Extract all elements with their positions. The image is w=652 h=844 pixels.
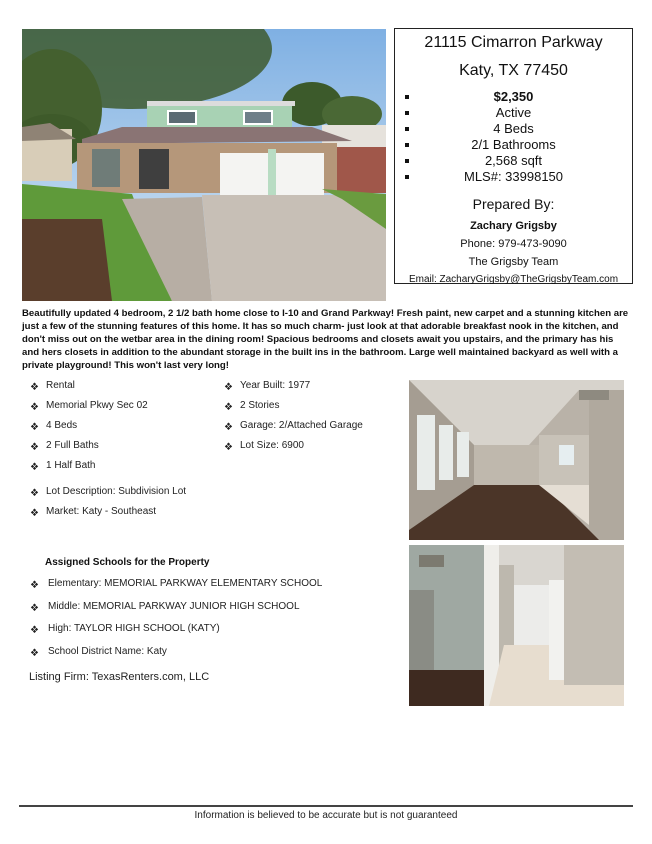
footer-divider [19,805,633,807]
agent-email: Email: ZacharyGrigsby@TheGrigsbyTeam.com [408,274,619,285]
feature-item [24,485,186,505]
lot-features-list [24,485,186,525]
four-diamond-bullet-icon: ❖ [30,462,39,473]
listing-facts-list [395,89,632,185]
address-line-2: Katy, TX 77450 [459,62,568,79]
schools-list [26,577,322,667]
four-diamond-bullet-icon: ❖ [224,422,233,433]
features-list-left [24,379,148,479]
four-diamond-bullet-icon: ❖ [30,442,39,453]
features-list-right [218,379,363,459]
fact-sqft-value: 2,568 sqft [484,153,543,168]
square-bullet-icon [405,143,409,147]
feature-text: Year Built: 1977 [240,380,311,391]
fact-mls [395,169,632,185]
feature-item [24,439,148,459]
school-item [26,600,322,623]
school-item [26,645,322,668]
address-line-1: 21115 Cimarron Parkway [424,34,603,51]
square-bullet-icon [405,127,409,131]
school-text: High: TAYLOR HIGH SCHOOL (KATY) [48,623,220,634]
feature-text: 1 Half Bath [46,460,96,471]
feature-text: Garage: 2/Attached Garage [240,420,363,431]
fact-mls-value: MLS#: 33998150 [463,169,564,184]
feature-text: Market: Katy - Southeast [46,506,157,517]
fact-price [395,89,632,105]
listing-summary-box [394,28,633,284]
fact-status [395,105,632,121]
four-diamond-bullet-icon: ❖ [30,508,39,519]
feature-item [218,439,363,459]
footer-disclaimer: Information is believed to be accurate but is not guaranteed [194,810,458,821]
fact-sqft [395,153,632,169]
four-diamond-bullet-icon: ❖ [30,488,39,499]
living-room-image [409,380,624,540]
feature-text: Lot Description: Subdivision Lot [46,486,187,497]
feature-text: 4 Beds [46,420,78,431]
four-diamond-bullet-icon: ❖ [30,402,39,413]
feature-item [24,379,148,399]
interior-photo-hallway [409,545,624,706]
listing-firm: Listing Firm: TexasRenters.com, LLC [29,671,210,683]
hero-exterior-photo [22,29,386,301]
square-bullet-icon [405,175,409,179]
school-text: Middle: MEMORIAL PARKWAY JUNIOR HIGH SCHOOL [48,600,300,612]
feature-text: 2 Full Baths [46,440,99,451]
agent-team: The Grigsby Team [468,256,559,268]
fact-status-value: Active [495,105,532,120]
house-exterior-image [22,29,386,301]
fact-baths-value: 2/1 Bathrooms [471,137,556,152]
four-diamond-bullet-icon: ❖ [224,402,233,413]
four-diamond-bullet-icon: ❖ [30,422,39,433]
feature-text: Lot Size: 6900 [240,440,304,451]
feature-item [24,399,148,419]
four-diamond-bullet-icon: ❖ [224,382,233,393]
feature-item [218,399,363,419]
agent-name: Zachary Grigsby [470,220,557,232]
feature-item [24,419,148,439]
feature-item [24,505,186,525]
property-description: Beautifully updated 4 bedroom, 2 1/2 bath home close to I-10 and Grand Parkway! Fresh paint, new carpet and a stunning kitchen are just a few of the stunning features of this home. It has so much charm- just look at that adorable breakfast nook in the kitchen, and don't miss out on the wetbar area in the dining room! Spacious bedrooms and closets await you upstairs, and the primary has his and hers closets in addition to the abundant storage in the built ins in the bathroom. Large well maintained backyard as well with a private playground! This won't last very long! [22,308,629,371]
fact-price-value: $2,350 [493,89,534,104]
hallway-image [409,545,624,706]
interior-photo-living-room [409,380,624,540]
square-bullet-icon [405,159,409,163]
four-diamond-bullet-icon: ❖ [30,625,39,636]
four-diamond-bullet-icon: ❖ [30,580,39,591]
feature-text: 2 Stories [240,400,280,411]
four-diamond-bullet-icon: ❖ [30,647,39,659]
square-bullet-icon [405,95,409,99]
feature-item [218,419,363,439]
feature-item [218,379,363,399]
fact-beds-value: 4 Beds [493,121,534,136]
school-item [26,622,322,645]
school-text: Elementary: MEMORIAL PARKWAY ELEMENTARY SCHOOL [48,578,323,589]
fact-baths [395,137,632,153]
school-item [26,577,322,600]
feature-text: Rental [46,380,75,391]
prepared-by-label: Prepared By: [472,196,555,212]
fact-beds [395,121,632,137]
feature-item [24,459,148,479]
four-diamond-bullet-icon: ❖ [224,442,233,453]
square-bullet-icon [405,111,409,115]
school-text: School District Name: Katy [48,645,167,657]
feature-text: Memorial Pkwy Sec 02 [46,400,148,411]
four-diamond-bullet-icon: ❖ [30,382,39,393]
agent-phone: Phone: 979-473-9090 [460,238,567,250]
schools-heading: Assigned Schools for the Property [45,557,210,568]
four-diamond-bullet-icon: ❖ [30,602,39,614]
